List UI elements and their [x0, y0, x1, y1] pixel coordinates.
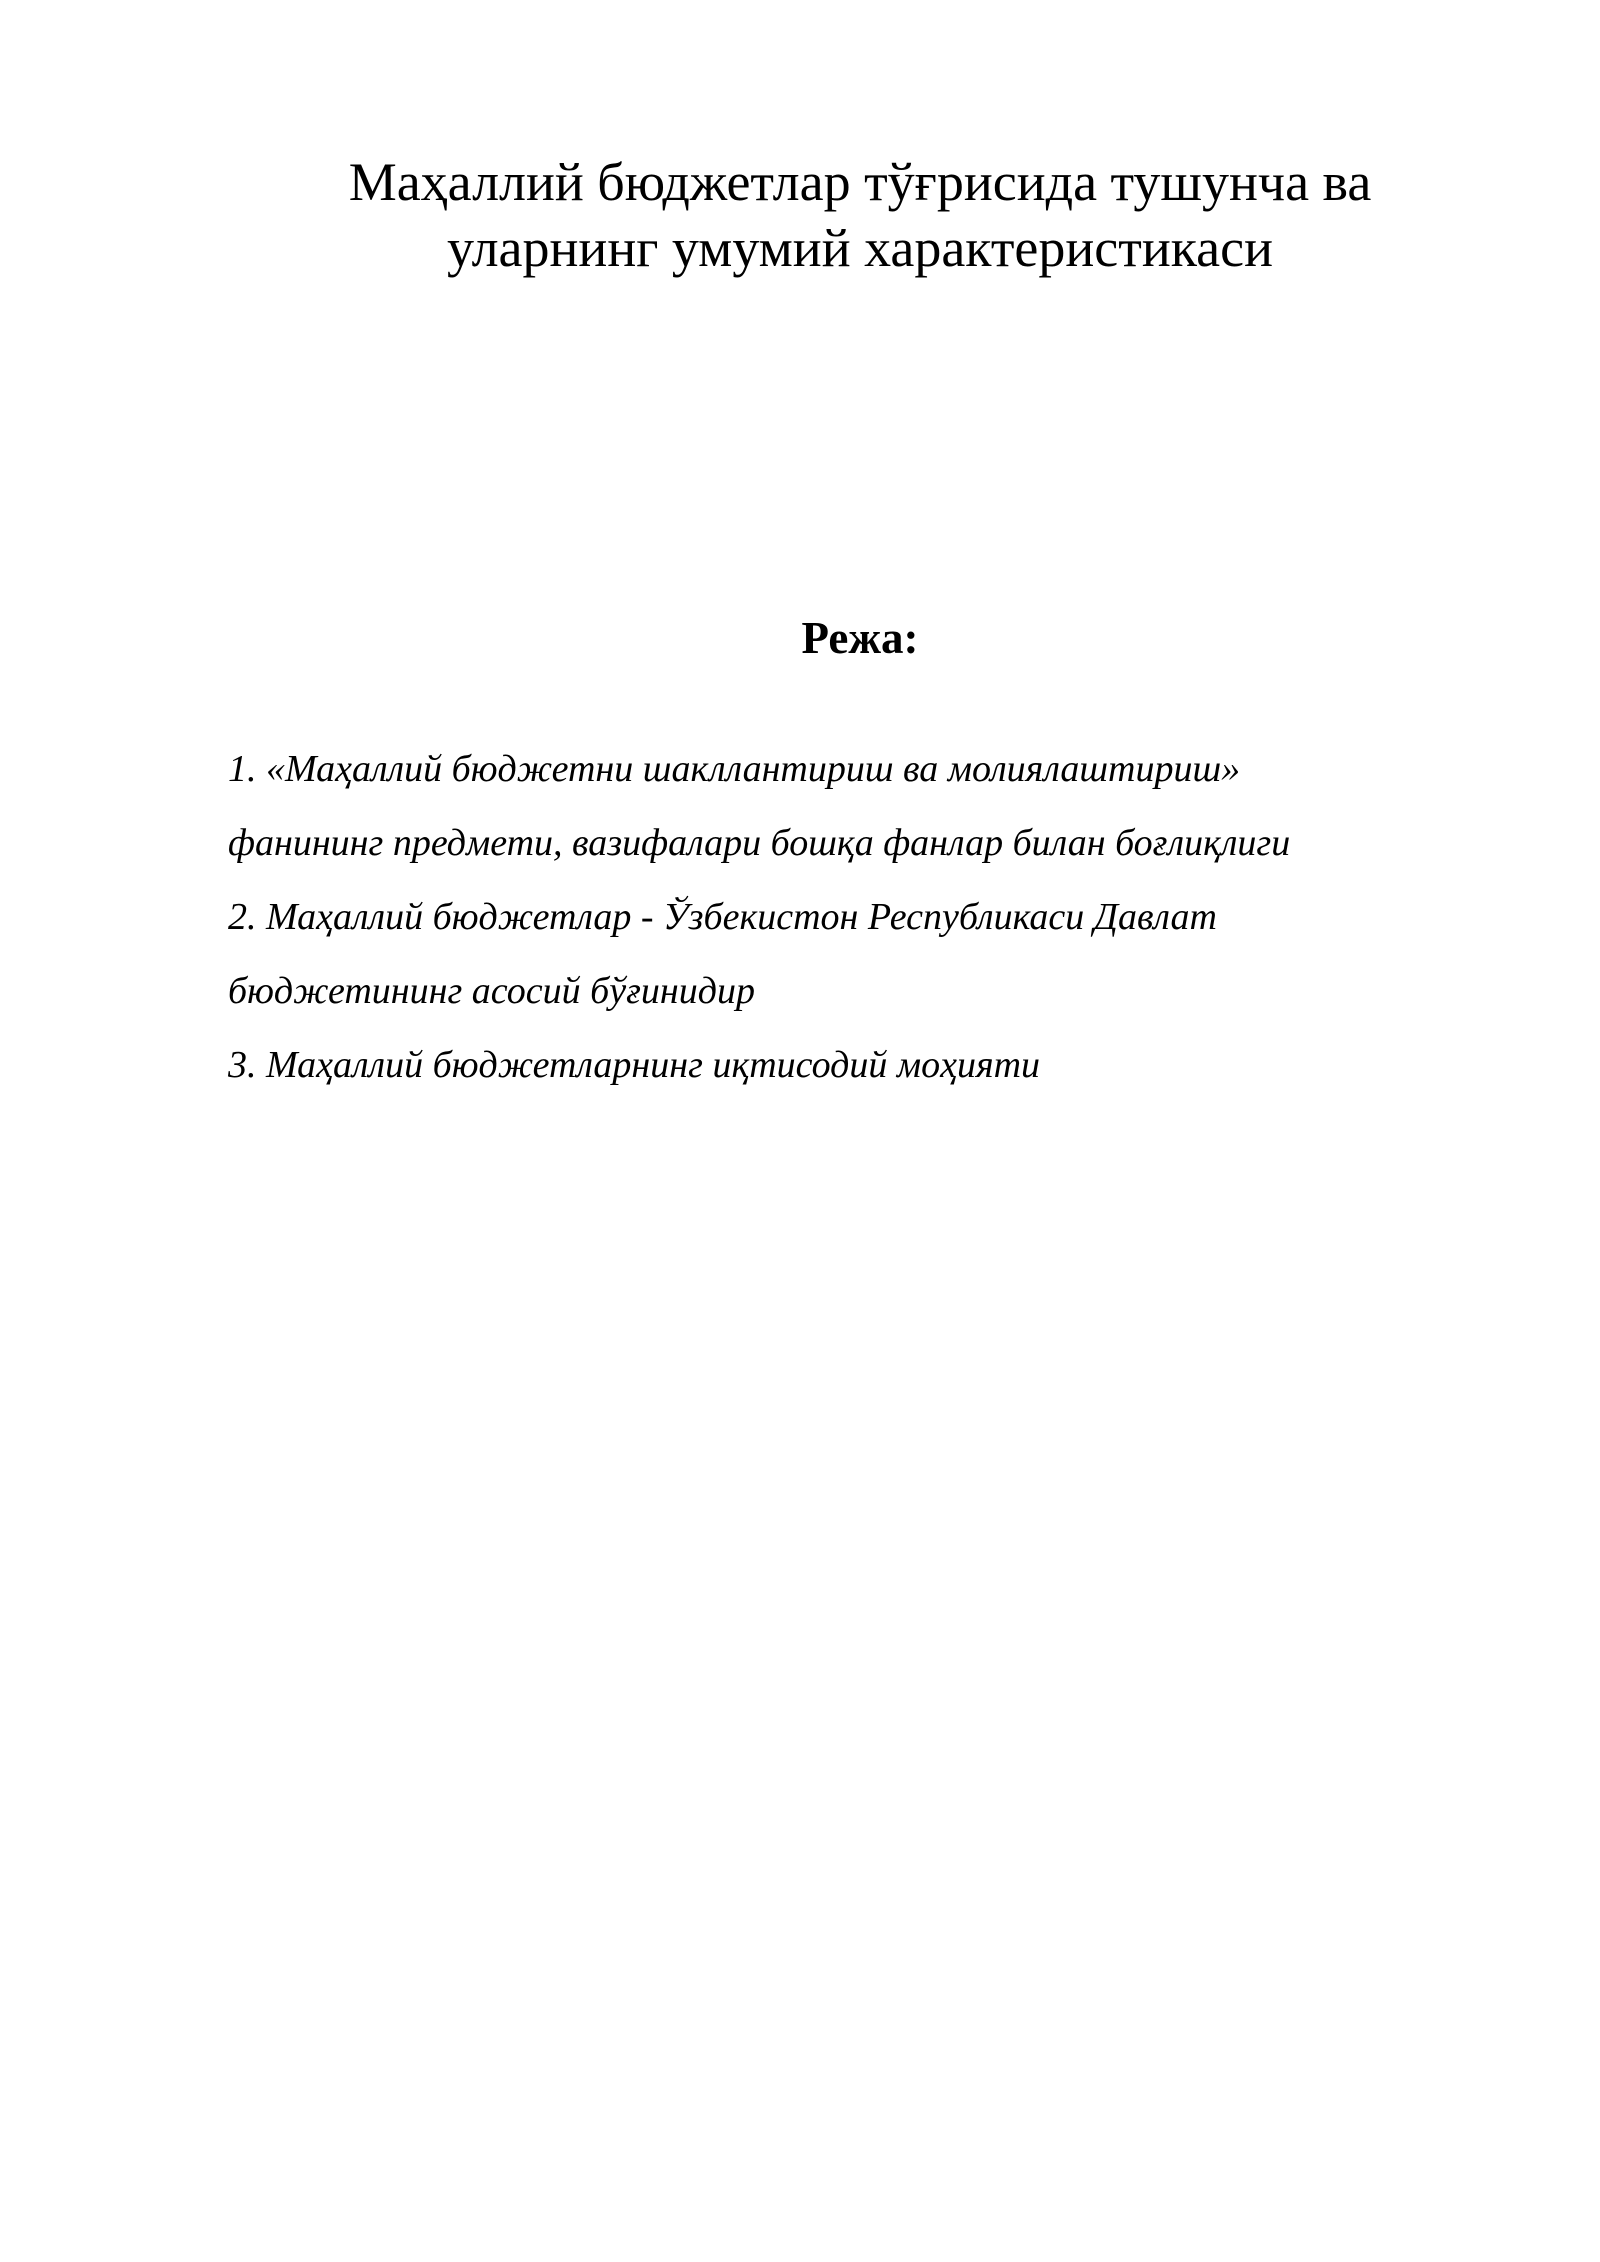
plan-item-2-line-1: 2. Маҳаллий бюджетлар - Ўзбекистон Республикаси Давлат	[228, 896, 1217, 938]
document-title	[260, 150, 1460, 282]
plan-item-1-line-2: фанининг предмети, вазифалари бошқа фанлар билан боғлиқлиги	[228, 822, 1291, 864]
plan-heading: Режа:	[801, 613, 919, 663]
document-title-line-2: уларнинг умумий характеристикаси	[446, 217, 1274, 278]
plan-item-3-line-1: 3. Маҳаллий бюджетларнинг иқтисодий моҳияти	[228, 1044, 1041, 1086]
document-title-line-1: Маҳаллий бюджетлар тўғрисида тушунча ва	[348, 152, 1372, 212]
plan-item-2-line-2: бюджетининг асосий бўғинидир	[228, 970, 755, 1012]
plan-list	[228, 732, 1478, 1102]
plan-item-1-line-1: 1. «Маҳаллий бюджетни шакллантириш ва молиялаштириш»	[228, 748, 1241, 790]
